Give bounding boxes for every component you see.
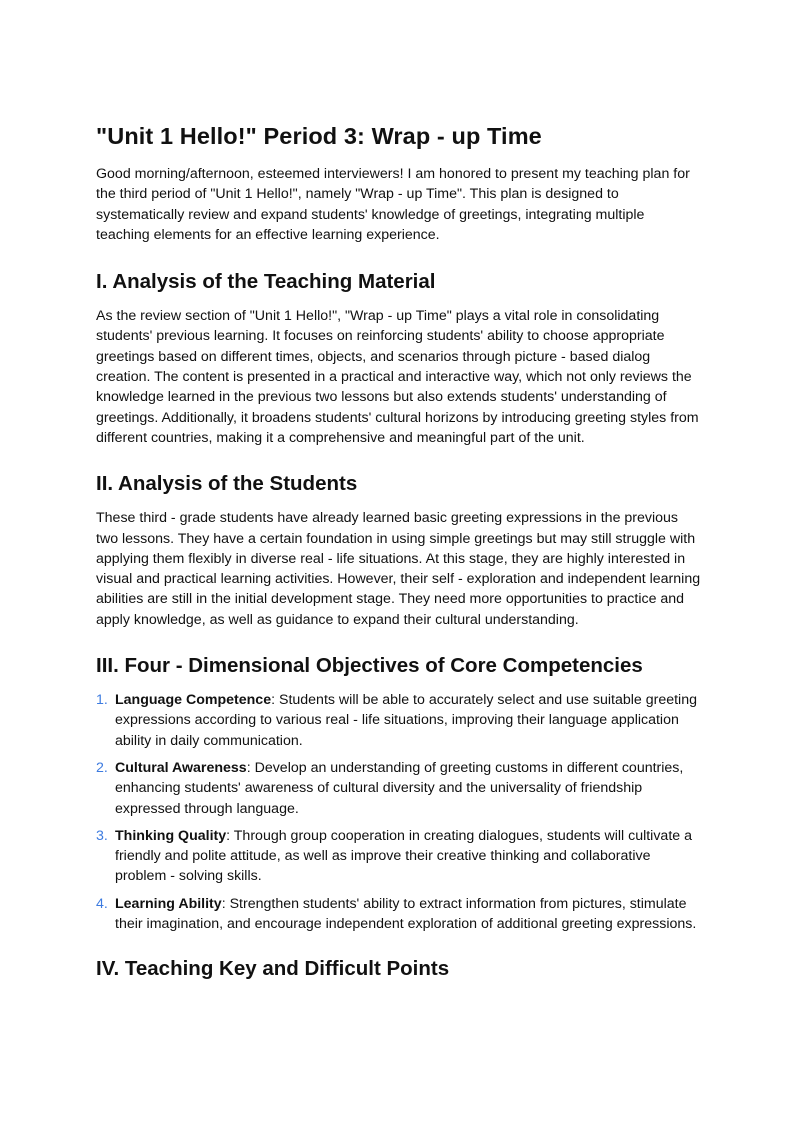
section-heading-objectives: III. Four - Dimensional Objectives of Core Competencies — [96, 654, 643, 678]
section-heading-teaching-material: I. Analysis of the Teaching Material — [96, 270, 436, 294]
list-item — [96, 758, 702, 819]
list-item — [96, 894, 702, 935]
objective-term: Thinking Quality — [115, 827, 227, 844]
section-body-teaching-material: As the review section of "Unit 1 Hello!", "Wrap - up Time" plays a vital role in consolidating students' previous learning. It focuses on reinforcing students' ability to choose appropriate greetings based on different times, objects, and scenarios through picture - based dialog creation. The content is presented in a practical and interactive way, which not only reviews the knowledge learned in the previous two lessons but also extends students' understanding of greetings. Additionally, it broadens students' cultural horizons by introducing greeting styles from different countries, making it a comprehensive and meaningful part of the unit. — [96, 308, 699, 446]
objective-term: Learning Ability — [115, 895, 222, 912]
list-number: 4. — [96, 895, 108, 912]
objective-text: : Strengthen students' ability to extract information from pictures, stimulate their imagination, and encourage independent exploration of additional greeting expressions. — [115, 895, 697, 933]
objective-text: : Students will be able to accurately select and use suitable greeting expressions according to various real - life situations, improving their language application ability in daily communication. — [115, 692, 697, 749]
objective-term: Cultural Awareness — [115, 759, 247, 776]
list-number: 1. — [96, 692, 108, 709]
list-item — [96, 826, 702, 887]
document-page — [96, 120, 702, 993]
objectives-list — [96, 690, 702, 934]
section-heading-students: II. Analysis of the Students — [96, 472, 358, 496]
intro-paragraph: Good morning/afternoon, esteemed interviewers! I am honored to present my teaching plan for the third period of "Unit 1 Hello!", namely "Wrap - up Time". This plan is designed to systematically review and expand students' knowledge of greetings, integrating multiple teaching elements for an effective learning experience. — [96, 166, 690, 243]
objective-text: : Through group cooperation in creating dialogues, students will cultivate a friendly and polite attitude, as well as improve their creative thinking and collaborative problem - solving skills. — [115, 827, 692, 885]
document-title: "Unit 1 Hello!" Period 3: Wrap - up Time — [96, 123, 542, 149]
section-heading-key-points: IV. Teaching Key and Difficult Points — [96, 957, 450, 981]
list-item — [96, 690, 702, 751]
list-number: 2. — [96, 759, 108, 776]
objective-text: : Develop an understanding of greeting customs in different countries, enhancing students' awareness of cultural diversity and the universality of friendship expressed through language. — [115, 759, 684, 817]
list-number: 3. — [96, 827, 108, 844]
section-body-students: These third - grade students have already learned basic greeting expressions in the previous two lessons. They have a certain foundation in using simple greetings but may still struggle with applying them flexibly in diverse real - life situations. At this stage, they are highly interested in visual and practical learning activities. However, their self - exploration and independent learning abilities are still in the initial development stage. They need more opportunities to practice and apply knowledge, as well as guidance to expand their cultural understanding. — [96, 510, 701, 628]
objective-term: Language Competence — [115, 692, 272, 709]
